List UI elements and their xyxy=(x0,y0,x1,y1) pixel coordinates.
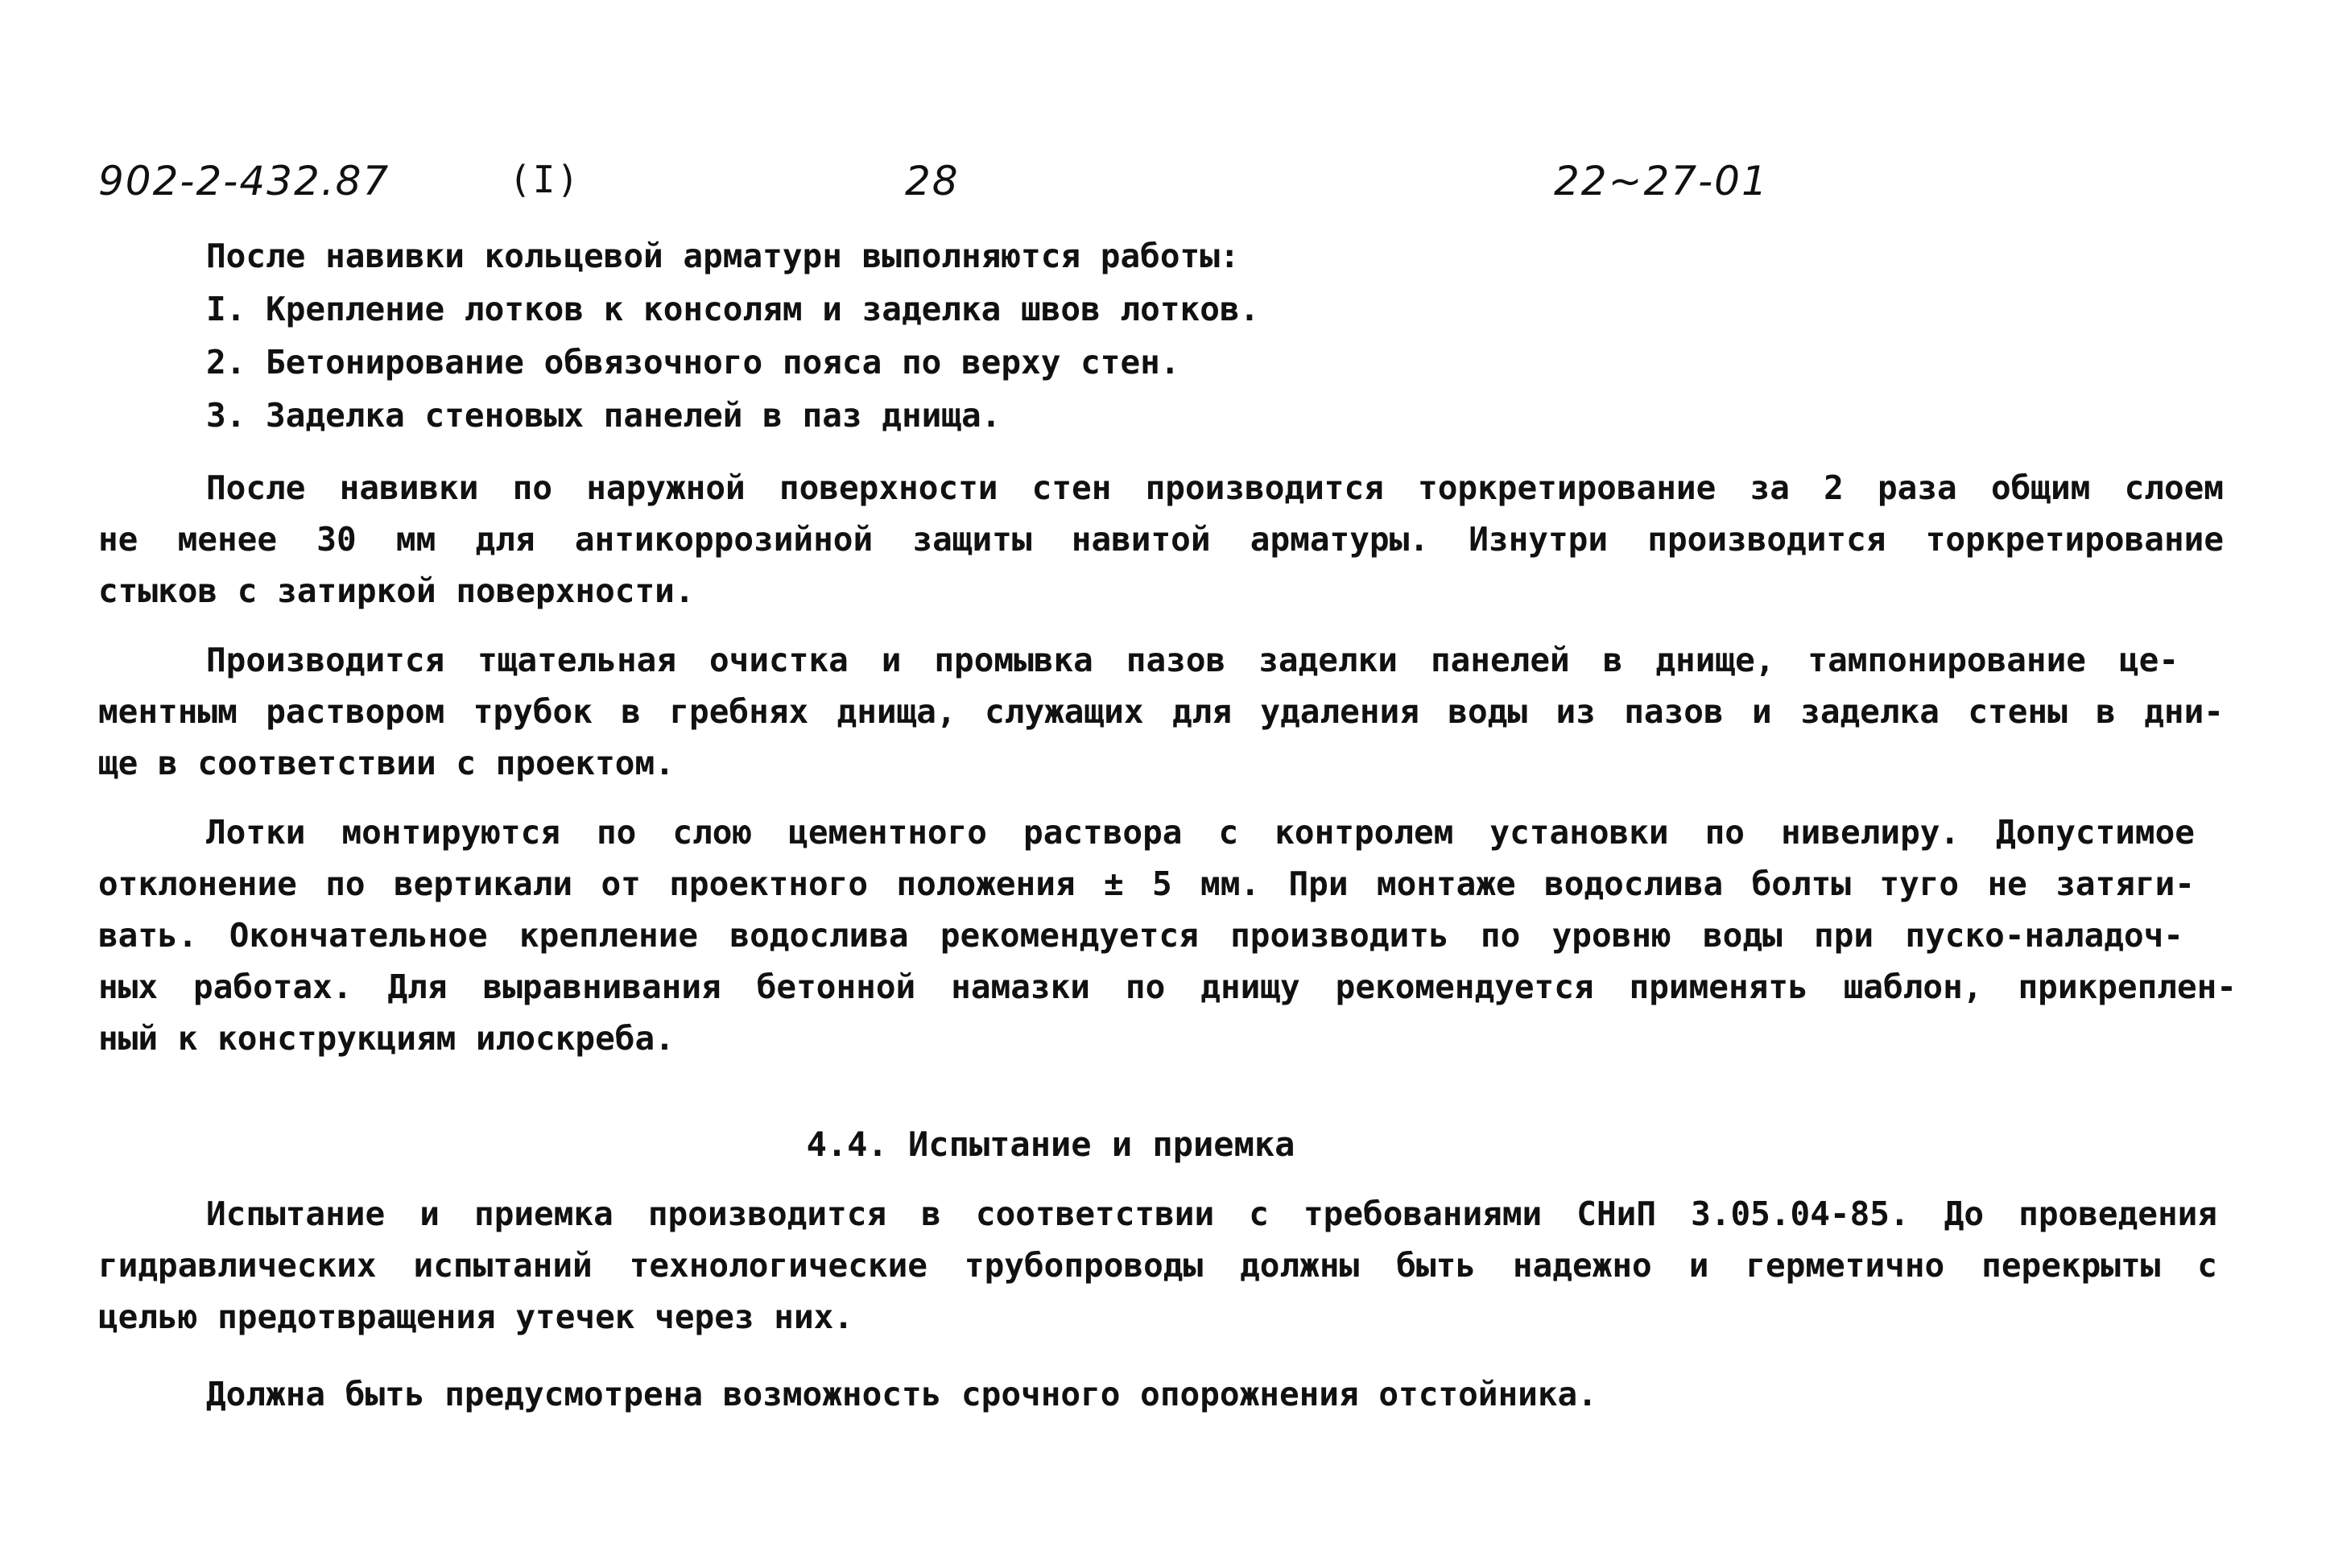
para3-line-3: вать. Окончательное крепление водослива рекомендуется производить по уровню воды при пуско-наладоч- xyxy=(98,916,2183,955)
sheet-code: 22~27-01 xyxy=(1554,158,1769,204)
para1-line-2: не менее 30 мм для антикоррозийной защиты навитой арматуры. Изнутри производится торкретирование xyxy=(98,520,2224,559)
para1-line-3: стыков с затиркой поверхности. xyxy=(98,571,695,610)
para4-line-2: гидравлических испытаний технологические трубопроводы должны быть надежно и герметично перекрыты с xyxy=(98,1246,2217,1285)
work-item-1: I. Крепление лотков к консолям и заделка швов лотков. xyxy=(206,290,1260,328)
para4-line-3: целью предотвращения утечек через них. xyxy=(98,1298,853,1336)
para2-line-3: ще в соответствии с проектом. xyxy=(98,744,675,782)
part-number: (I) xyxy=(509,158,581,201)
para3-line-2: отклонение по вертикали от проектного положения ± 5 мм. При монтаже водослива болты туго не затяги- xyxy=(98,864,2195,903)
para4-line-1: Испытание и приемка производится в соответствии с требованиями СНиП 3.05.04-85. До проведения xyxy=(206,1195,2217,1233)
document-code: 902-2-432.87 xyxy=(98,158,390,204)
work-item-2: 2. Бетонирование обвязочного пояса по верху стен. xyxy=(206,343,1180,382)
para5: Должна быть предусмотрена возможность срочного опорожнения отстойника. xyxy=(206,1375,1597,1413)
work-item-3: 3. Заделка стеновых панелей в паз днища. xyxy=(206,396,1002,435)
para3-line-1: Лотки монтируются по слою цементного раствора с контролем установки по нивелиру. Допустимое xyxy=(206,813,2195,852)
para2-line-1: Производится тщательная очистка и промывка пазов заделки панелей в днище, тампонирование це- xyxy=(206,641,2179,679)
section-heading: 4.4. Испытание и приемка xyxy=(806,1124,1295,1164)
page-number: 28 xyxy=(905,158,960,204)
intro-lead: После навивки кольцевой арматурн выполняются работы: xyxy=(206,237,1240,275)
para3-line-4: ных работах. Для выравнивания бетонной намазки по днищу рекомендуется применять шаблон, прикреплен- xyxy=(98,968,2237,1006)
para3-line-5: ный к конструкциям илоскреба. xyxy=(98,1019,675,1058)
para2-line-2: ментным раствором трубок в гребнях днища, служащих для удаления воды из пазов и заделка стены в дни- xyxy=(98,692,2224,731)
para1-line-1: После навивки по наружной поверхности стен производится торкретирование за 2 раза общим слоем xyxy=(206,468,2224,507)
